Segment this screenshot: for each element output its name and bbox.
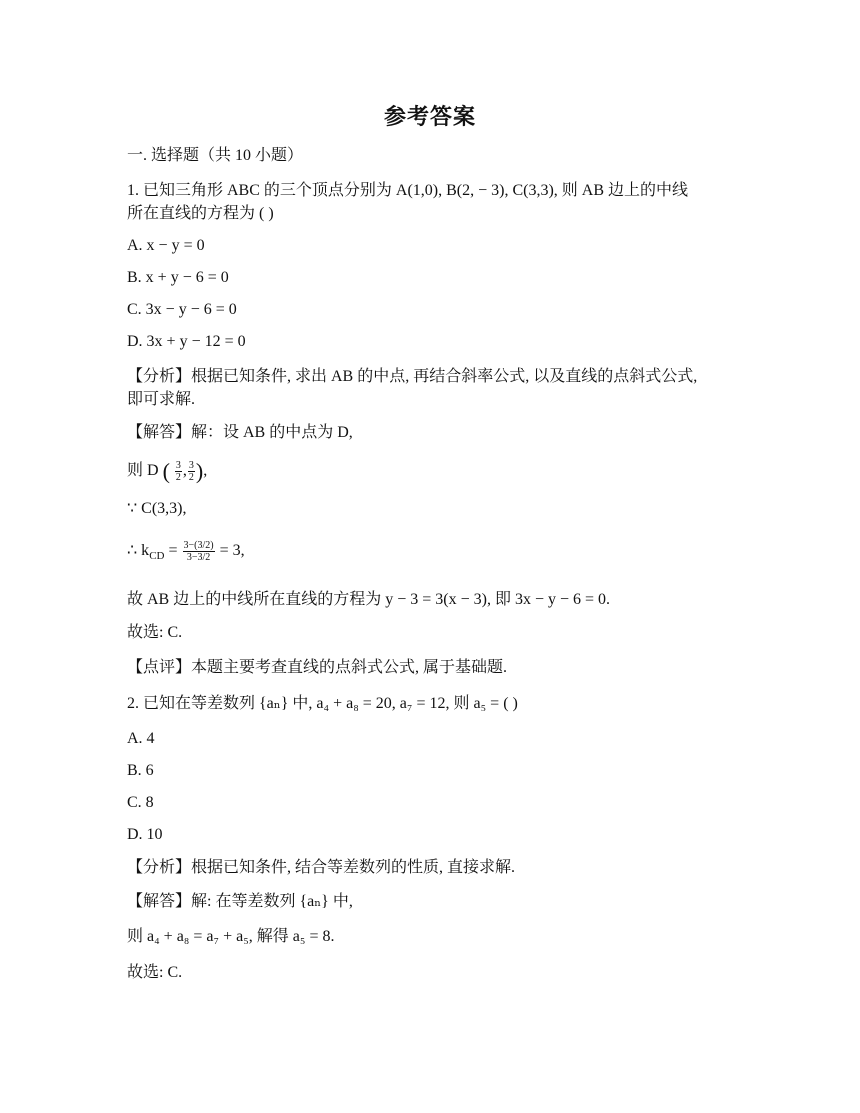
q1-stem-line1: 1. 已知三角形 ABC 的三个顶点分别为 A(1,0), B(2, − 3), C(3,3), 则 AB 边上的中线 <box>127 182 689 199</box>
fraction-x <box>175 460 182 483</box>
q1-solution-slope: ∴ $k_{CD}$ = $\frac{3-(3/2)}{3-3/2}$ = 3, <box>127 539 245 563</box>
fraction-x-den: 2 <box>175 471 181 483</box>
fraction-y-den: 2 <box>188 471 194 483</box>
paren-open: ( <box>162 458 170 484</box>
q1-option-d: D. 3x + y − 12 = 0 <box>127 333 246 350</box>
q1-comment: 【点评】本题主要考查直线的点斜式公式, 属于基础题. <box>127 659 508 676</box>
q1-option-c: C. 3x − y − 6 = 0 <box>127 301 237 318</box>
slope-den: 3−3/2 <box>186 551 211 563</box>
fraction-y <box>188 460 195 483</box>
q1-answer: 故选: C. <box>127 624 183 641</box>
q1-analysis-line2: 即可求解. <box>127 391 196 408</box>
q2-option-d: D. 10 <box>127 826 163 843</box>
midpoint-suffix: , <box>203 462 208 479</box>
q1-solution-c: ∵ C(3,3), <box>127 500 187 517</box>
q1-option-a: A. x − y = 0 <box>127 237 205 254</box>
q2-analysis: 【分析】根据已知条件, 结合等差数列的性质, 直接求解. <box>127 859 516 876</box>
q2-option-b: B. 6 <box>127 762 154 779</box>
slope-prefix: ∴ k <box>127 542 150 559</box>
slope-subscript: CD <box>149 550 165 563</box>
paren-close: ) <box>195 458 204 484</box>
q1-option-b: B. x + y − 6 = 0 <box>127 269 229 286</box>
fraction-y-num: 3 <box>188 459 194 471</box>
slope-fraction <box>183 540 215 563</box>
q1-solution-midpoint: 则 D ( $\frac{3}{2}$ , $\frac{3}{2}$ ), <box>127 458 208 484</box>
q2-solution-line1: 【解答】解: 在等差数列 {aₙ} 中, <box>127 893 353 910</box>
page-title: 参考答案 <box>383 104 476 129</box>
q1-solution-line1: 【解答】解：设 AB 的中点为 D, <box>127 424 353 441</box>
q2-option-c: C. 8 <box>127 794 154 811</box>
slope-num: 3−(3/2) <box>183 539 214 551</box>
q1-solution-line5: 故 AB 边上的中线所在直线的方程为 y − 3 = 3(x − 3), 即 3x − y − 6 = 0. <box>127 591 611 608</box>
q1-stem-line2: 所在直线的方程为 ( ) <box>127 205 274 222</box>
midpoint-prefix: 则 D <box>127 462 159 479</box>
q2-answer: 故选: C. <box>127 964 183 981</box>
slope-suffix: = 3, <box>215 542 245 559</box>
q2-option-a: A. 4 <box>127 730 155 747</box>
q1-analysis-line1: 【分析】根据已知条件, 求出 AB 的中点, 再结合斜率公式, 以及直线的点斜式公式, <box>127 368 698 385</box>
fraction-x-num: 3 <box>175 459 181 471</box>
section-heading: 一. 选择题（共 10 小题） <box>127 147 304 164</box>
q2-stem: 2. 已知在等差数列 {aₙ} 中, a₄ + a₈ = 20, a₇ = 12, 则 a₅ = ( ) <box>127 695 518 712</box>
q2-solution-line2: 则 a₄ + a₈ = a₇ + a₅, 解得 a₅ = 8. <box>127 928 335 945</box>
